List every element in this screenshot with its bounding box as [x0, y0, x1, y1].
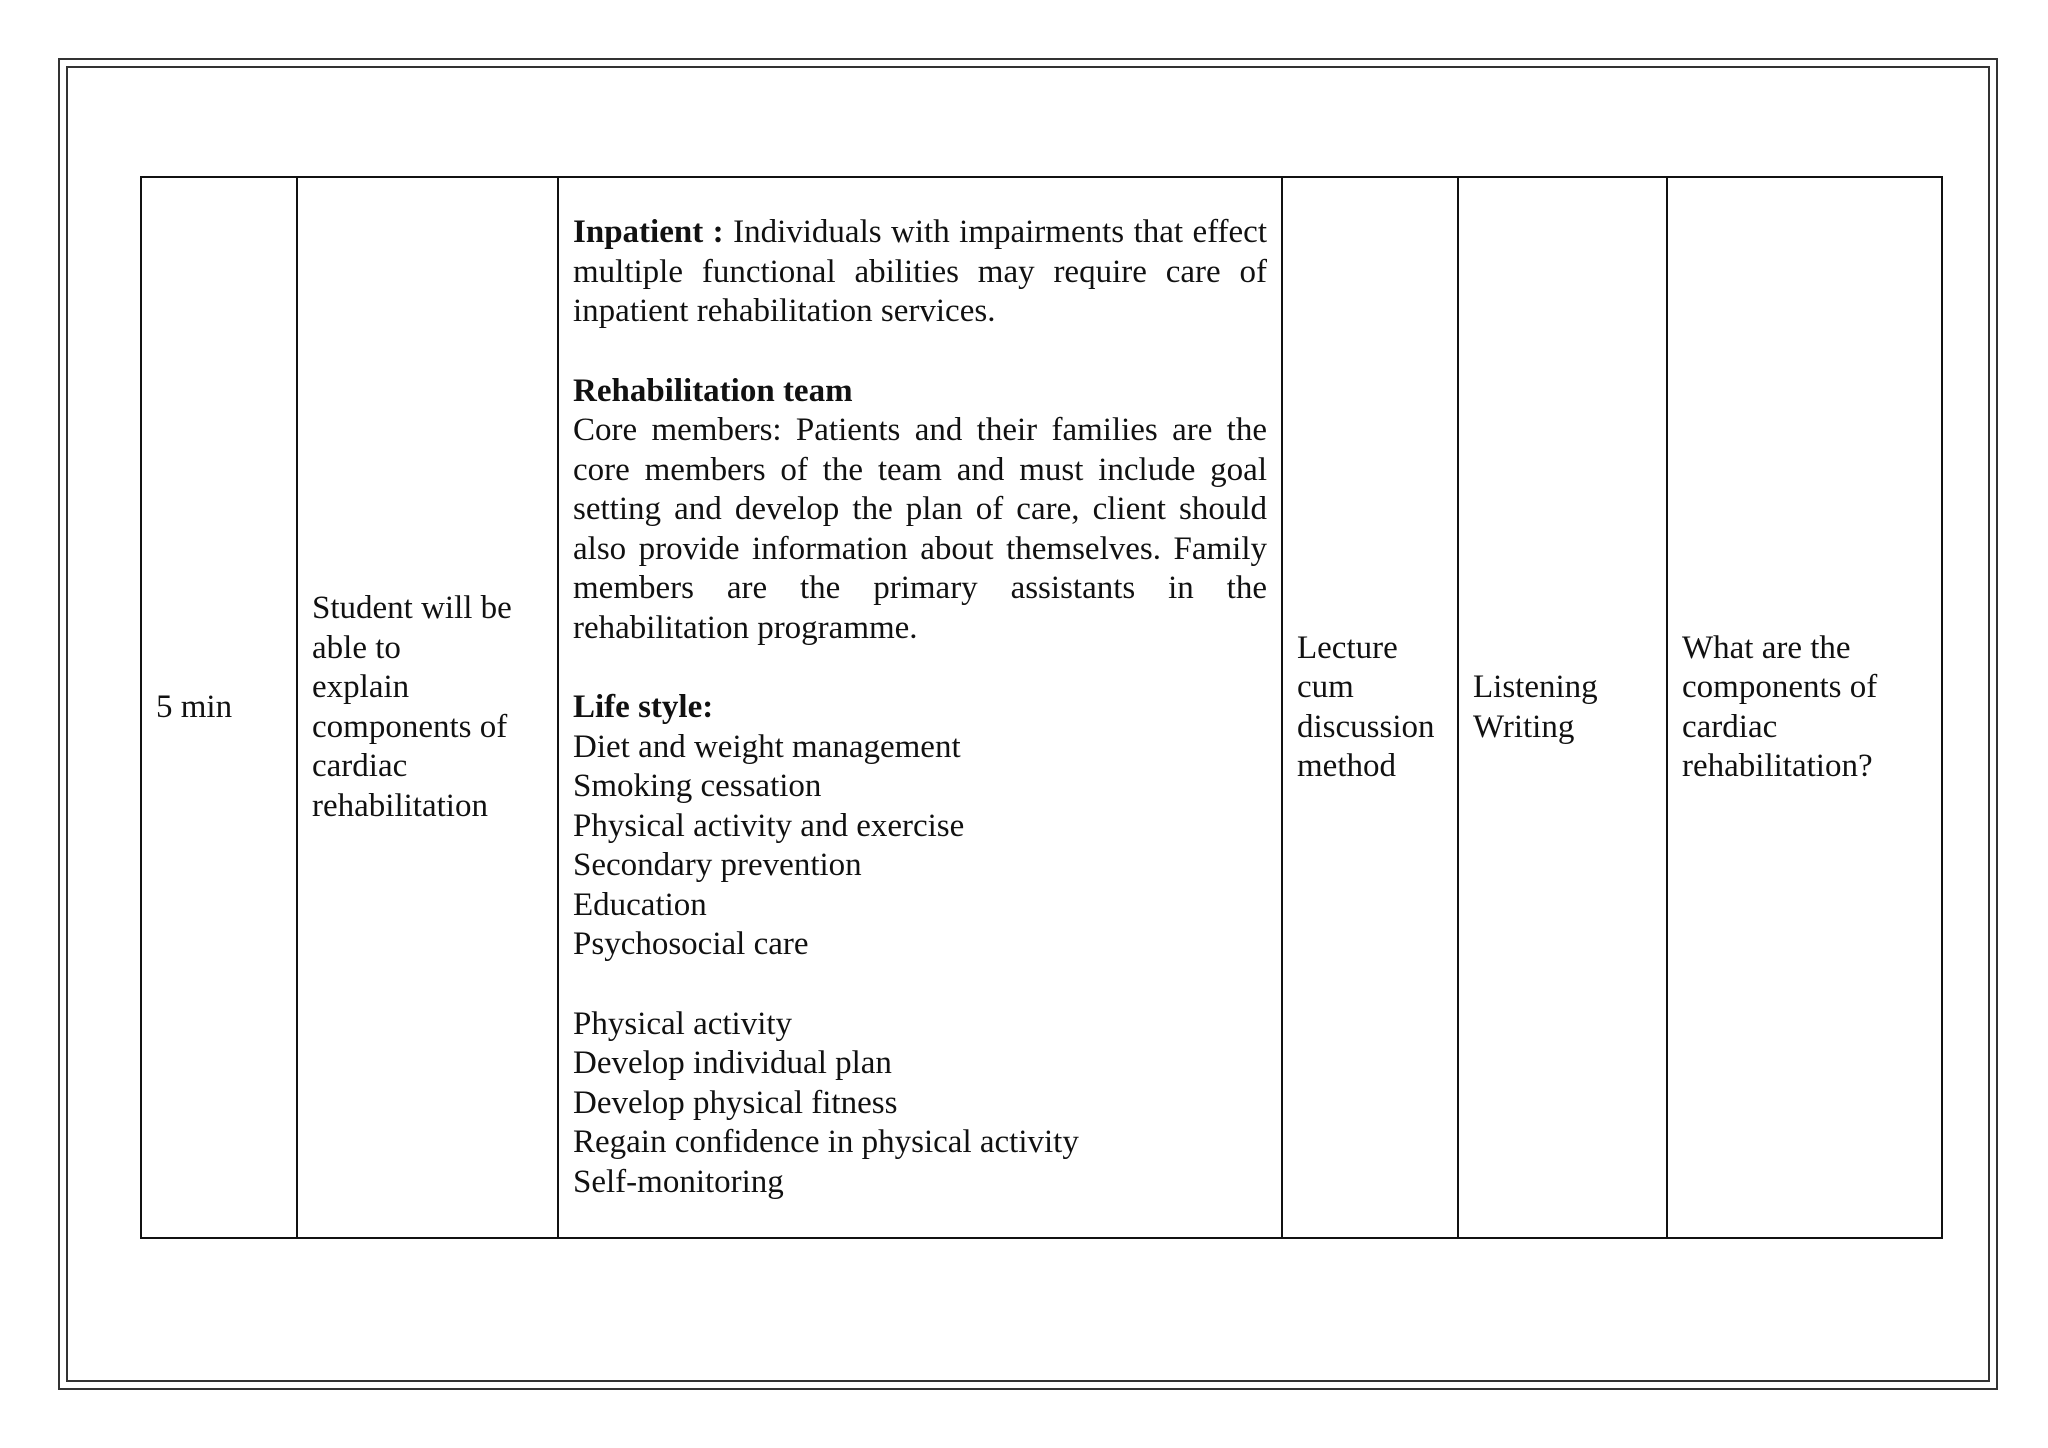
objective-text: Student will be able to explain components of cardiac rehabilitation	[312, 590, 512, 824]
physical-activity-list	[573, 1005, 1267, 1203]
list-item: Diet and weight management	[573, 728, 961, 765]
content-cell	[558, 177, 1282, 1238]
list-item: Regain confidence in physical activity	[573, 1124, 1079, 1160]
time-cell	[141, 177, 297, 1238]
list-item: Develop physical fitness	[573, 1084, 898, 1121]
list-item: Develop individual plan	[573, 1045, 892, 1081]
teaching-method-text: Lecture cum discussion method	[1297, 629, 1435, 784]
time-text: 5 min	[156, 688, 233, 725]
list-item: Secondary prevention	[573, 847, 862, 883]
list-item: Physical activity	[573, 1005, 793, 1042]
evaluation-cell	[1667, 177, 1942, 1238]
evaluation-text: What are the components of cardiac rehabilitation?	[1682, 629, 1878, 784]
learning-activity-cell	[1458, 177, 1667, 1238]
table-row	[141, 177, 1942, 1238]
inpatient-label: Inpatient :	[573, 214, 724, 250]
rehab-team-paragraph: Core members: Patients and their families are the core members of the team and must include goal setting and develop the plan of care, client should also provide information about themselves. Family members are the primary assistants in the rehabilitation programme.	[573, 412, 1267, 646]
list-item: Physical activity and exercise	[573, 807, 965, 844]
learning-activity-text: Listening Writing	[1473, 669, 1598, 745]
inpatient-text: Individuals with impairments that effect multiple functional abilities may require care of inpatient rehabilitation services.	[573, 214, 1267, 329]
spacer	[573, 648, 1267, 688]
rehab-team-heading: Rehabilitation team	[573, 372, 853, 409]
spacer	[573, 965, 1267, 1005]
list-item: Psychosocial care	[573, 926, 809, 962]
lesson-plan-table	[140, 176, 1943, 1239]
spacer	[573, 332, 1267, 372]
teaching-method-cell	[1282, 177, 1458, 1238]
lifestyle-list	[573, 728, 1267, 965]
lifestyle-heading: Life style:	[573, 689, 714, 725]
list-item: Smoking cessation	[573, 768, 822, 804]
inpatient-paragraph	[573, 213, 1267, 332]
objective-cell	[297, 177, 558, 1238]
list-item: Self-monitoring	[573, 1163, 784, 1200]
list-item: Education	[573, 886, 707, 923]
